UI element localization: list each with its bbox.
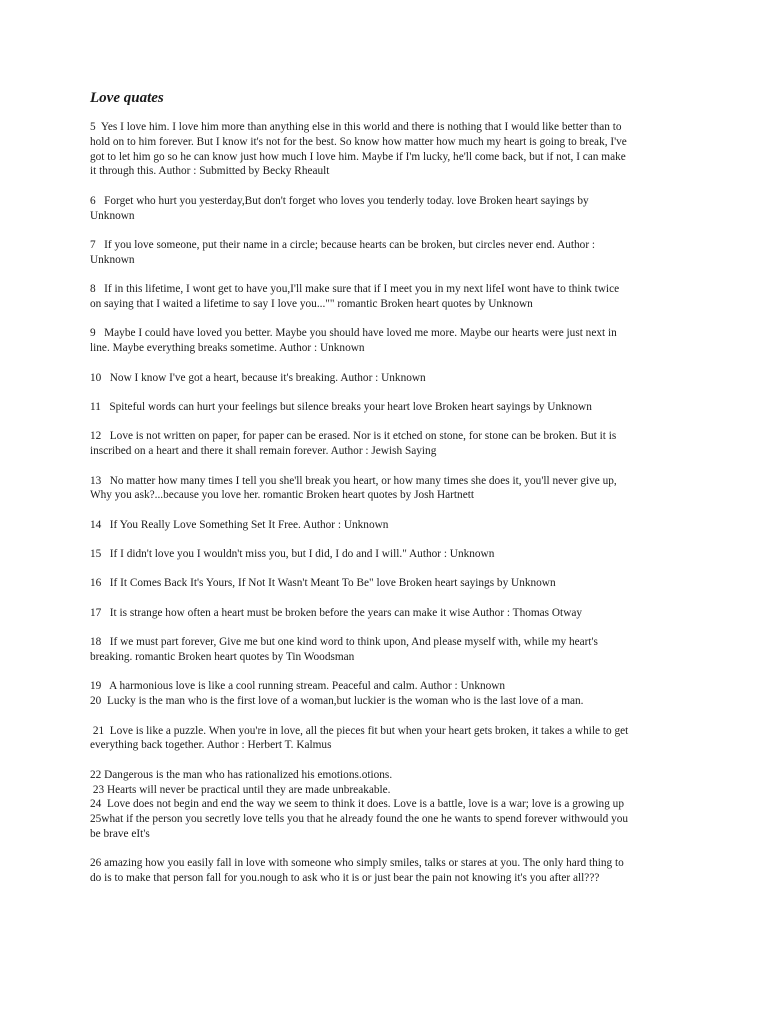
quote-paragraph — [90, 606, 682, 621]
quote-line: inscribed on a heart and there it shall remain forever. Author : Jewish Saying — [90, 445, 437, 458]
quote-line: 7 If you love someone, put their name in a circle; because hearts can be broken, but circles never end. Author : — [90, 238, 596, 251]
quote-line: hold on to him forever. But I know it's not for the best. So know how matter how much my heart is going to break, I've — [90, 135, 627, 148]
quote-paragraph — [90, 400, 682, 415]
quote-line: 14 If You Really Love Something Set It Free. Author : Unknown — [90, 518, 389, 531]
document-page — [90, 88, 682, 901]
quote-line: 19 A harmonious love is like a cool running stream. Peaceful and calm. Author : Unknown — [90, 680, 506, 693]
quote-line: got to let him go so he can know just how much I love him. Maybe if I'm lucky, he'll come back, but if not, I can make — [90, 150, 626, 163]
quote-paragraph — [90, 429, 682, 459]
quote-paragraph — [90, 238, 682, 268]
quote-line: 12 Love is not written on paper, for paper can be erased. Nor is it etched on stone, for stone can be broken. But it is — [90, 430, 617, 443]
quote-line: it through this. Author : Submitted by Becky Rheault — [90, 165, 330, 178]
quote-line: Unknown — [90, 253, 135, 266]
quote-line: breaking. romantic Broken heart quotes by Tin Woodsman — [90, 651, 355, 664]
quote-line: be brave eIt's — [90, 828, 150, 840]
quote-line: on saying that I waited a lifetime to say I love you..."" romantic Broken heart quotes by Unknown — [90, 297, 533, 310]
quote-line: 5 Yes I love him. I love him more than anything else in this world and there is nothing that I would like better than to — [90, 121, 622, 133]
quote-line: 25what if the person you secretly love tells you that he already found the one he wants to spend forever withwould you — [90, 813, 629, 826]
quote-paragraph — [90, 724, 682, 754]
quote-line: 10 Now I know I've got a heart, because it's breaking. Author : Unknown — [90, 371, 426, 384]
quote-line: 18 If we must part forever, Give me but one kind word to think upon, And please myself with, while my heart's — [90, 636, 598, 649]
quote-line: Why you ask?...because you love her. romantic Broken heart quotes by Josh Hartnett — [90, 489, 474, 502]
quote-line: 6 Forget who hurt you yesterday,But don't forget who loves you tenderly today. love Broken heart sayings by — [90, 194, 589, 207]
quote-paragraph — [90, 635, 682, 665]
quote-paragraph — [90, 576, 682, 591]
quote-paragraph — [90, 326, 682, 356]
quote-paragraph — [90, 282, 682, 312]
quote-line: 8 If in this lifetime, I wont get to have you,I'll make sure that if I meet you in my next lifeI wont have to think twice — [90, 283, 620, 296]
quote-line: Unknown — [90, 209, 135, 222]
quote-paragraph — [90, 518, 682, 533]
quote-line: 13 No matter how many times I tell you she'll break you heart, or how many times she does it, you'll never give up, — [90, 474, 617, 487]
quote-line: 15 If I didn't love you I wouldn't miss you, but I did, I do and I will." Author : Unknown — [90, 548, 495, 561]
quote-paragraph — [90, 856, 682, 886]
quote-line: 11 Spiteful words can hurt your feelings but silence breaks your heart love Broken heart sayings by Unknown — [90, 400, 592, 413]
quote-line: 26 amazing how you easily fall in love with someone who simply smiles, talks or stares at you. The only hard thing to — [90, 857, 624, 870]
quote-paragraph — [90, 474, 682, 504]
quote-paragraph — [90, 768, 682, 842]
page-title: Love quates — [90, 90, 164, 106]
quote-paragraph — [90, 120, 682, 179]
quote-line: 17 It is strange how often a heart must be broken before the years can make it wise Author : Thomas Otway — [90, 606, 583, 619]
quotes-list — [90, 120, 682, 886]
quote-line: 9 Maybe I could have loved you better. Maybe you should have loved me more. Maybe our hearts were just next in — [90, 327, 617, 340]
quote-line: 24 Love does not begin and end the way we seem to think it does. Love is a battle, love is a war; love is a growing up — [90, 798, 624, 811]
quote-paragraph — [90, 547, 682, 562]
quote-line: 20 Lucky is the man who is the first love of a woman,but luckier is the woman who is the last love of a man. — [90, 695, 584, 708]
quote-paragraph — [90, 371, 682, 386]
quote-line: do is to make that person fall for you.nough to ask who it is or just bear the pain not knowing it's you after all??? — [90, 872, 600, 885]
quote-line: everything back together. Author : Herbert T. Kalmus — [90, 739, 332, 752]
quote-line: 22 Dangerous is the man who has rationalized his emotions.otions. — [90, 768, 393, 781]
quote-line: 16 If It Comes Back It's Yours, If Not It Wasn't Meant To Be" love Broken heart sayings by Unknown — [90, 577, 556, 590]
quote-line: line. Maybe everything breaks sometime. Author : Unknown — [90, 342, 365, 355]
quote-line: 23 Hearts will never be practical until they are made unbreakable. — [90, 783, 391, 796]
quote-paragraph — [90, 679, 682, 709]
quote-paragraph — [90, 194, 682, 224]
quote-line: 21 Love is like a puzzle. When you're in love, all the pieces fit but when your heart gets broken, it takes a while to get — [90, 724, 629, 737]
